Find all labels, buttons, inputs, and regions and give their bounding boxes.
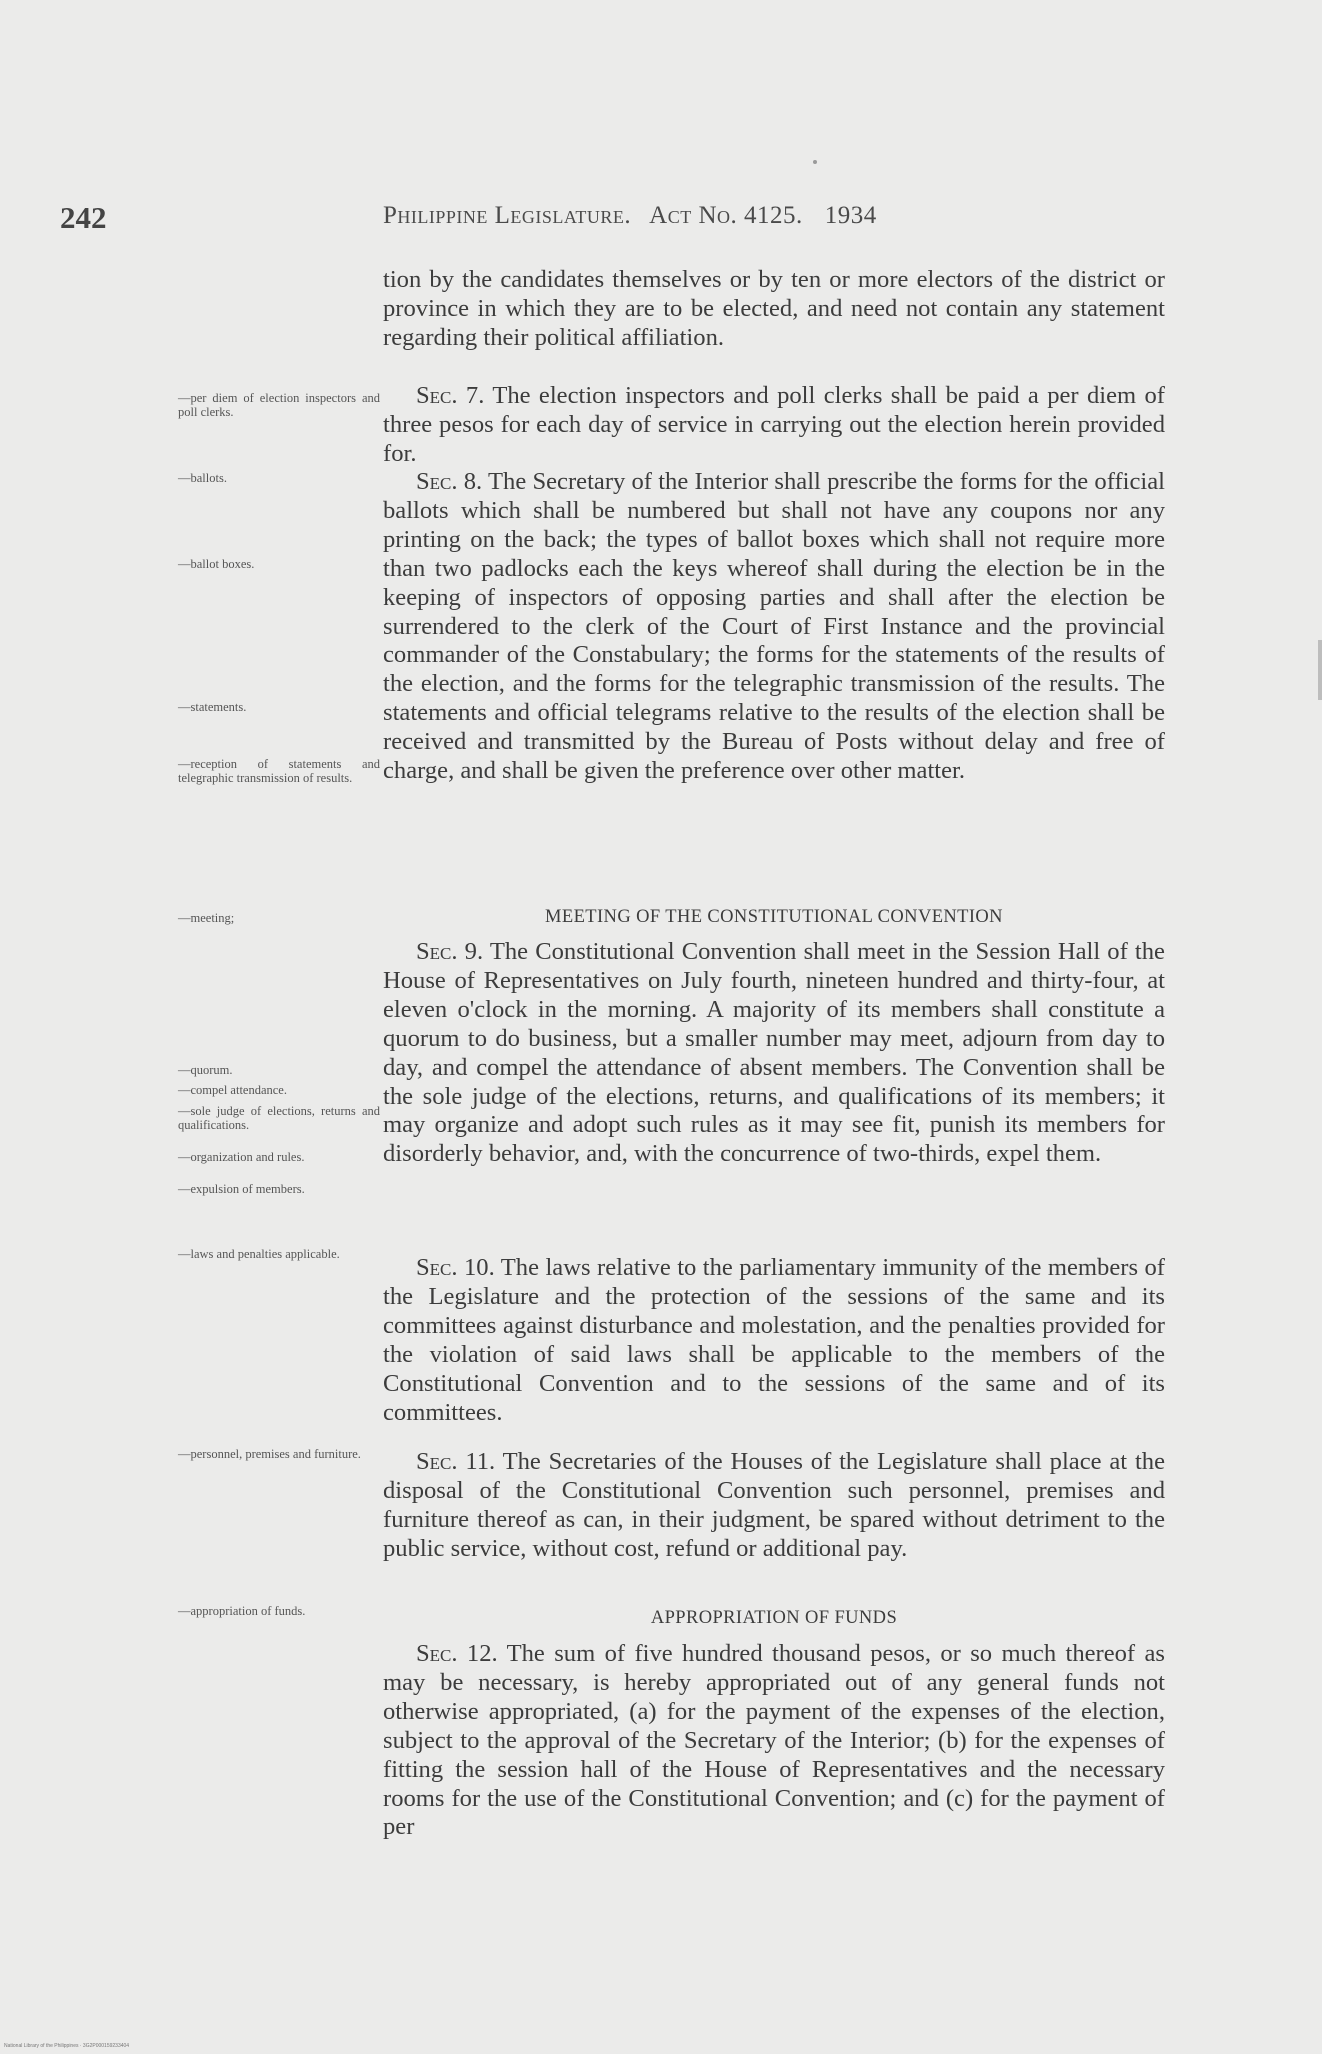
margin-note-per-diem: —per diem of election inspectors and poll clerks. <box>178 391 380 419</box>
footer-credit: National Library of the Philippines · 3G2P000159233404 <box>4 2043 130 2049</box>
section-11 <box>383 1448 1165 1564</box>
margin-note-meeting: —meeting; <box>178 911 235 925</box>
margin-note-expulsion: —expulsion of members. <box>178 1182 305 1196</box>
margin-note-personnel: —personnel, premises and furniture. <box>178 1447 361 1461</box>
margin-note-sole-judge: —sole judge of elections, returns and qualifications. <box>178 1104 380 1132</box>
page-number: 242 <box>60 200 107 235</box>
running-head-title: Philippine Legislature. <box>383 202 632 229</box>
section-8-text: The Secretary of the Interior shall prescribe the forms for the official ballots which shall be numbered but shall not have any coupons nor any printing on the back; the types of ballot boxes which shall not require more than two padlocks each the keys whereof shall during the election be in the keeping of inspectors of opposing parties and shall after the election be surrendered to the clerk of the Court of First Instance and the provincial commander of the Constabulary; the forms for the statements of the results of the election, and the forms for the telegraphic transmission of the results. The statements and official telegrams relative to the results of the election shall be received and transmitted by the Bureau of Posts without delay and free of charge, and shall be given the preference over other matter. <box>383 468 1165 785</box>
section-9-label: Sec. 9. <box>416 938 484 965</box>
page-edge-shadow <box>1318 640 1322 700</box>
heading-meeting: MEETING OF THE CONSTITUTIONAL CONVENTION <box>545 907 1003 927</box>
margin-note-statements: —statements. <box>178 700 247 714</box>
margin-note-quorum: —quorum. <box>178 1063 233 1077</box>
section-10-label: Sec. 10. <box>416 1254 495 1281</box>
section-11-text: The Secretaries of the Houses of the Legislature shall place at the disposal of the Constitutional Convention such personnel, premises and furniture thereof as can, in their judgment, be spared without detriment to the public service, without cost, refund or additional pay. <box>383 1448 1165 1562</box>
margin-note-laws-penalties: —laws and penalties applicable. <box>178 1247 340 1261</box>
page-header <box>0 200 1322 236</box>
margin-note-compel-attendance: —compel attendance. <box>178 1083 287 1097</box>
section-12-label: Sec. 12. <box>416 1640 498 1667</box>
running-head <box>383 202 877 230</box>
heading-appropriation: APPROPRIATION OF FUNDS <box>650 1608 898 1628</box>
print-speck <box>813 160 817 164</box>
margin-note-appropriation: —appropriation of funds. <box>178 1604 306 1618</box>
section-7 <box>383 382 1165 469</box>
margin-note-ballot-boxes: —ballot boxes. <box>178 557 255 571</box>
section-8-label: Sec. 8. <box>416 468 483 495</box>
section-9-text: The Constitutional Convention shall meet in the Session Hall of the House of Representatives on July fourth, nineteen hundred and thirty-four, at eleven o'clock in the morning. A majority of its members shall constitute a quorum to do business, but a smaller number may meet, adjourn from day to day, and compel the attendance of absent members. The Convention shall be the sole judge of the elections, returns, and qualifications of its members; it may organize and adopt such rules as it may see fit, punish its members for disorderly behavior, and, with the concurrence of two-thirds, expel them. <box>383 938 1165 1168</box>
section-7-label: Sec. 7. <box>416 382 485 409</box>
margin-note-ballots: —ballots. <box>178 471 227 485</box>
running-head-year: 1934 <box>824 202 877 229</box>
section-12 <box>383 1640 1165 1842</box>
section-12-text: The sum of five hundred thousand pesos, or so much thereof as may be necessary, is hereby appropriated out of any general funds not otherwise appropriated, (a) for the payment of the expenses of the election, subject to the approval of the Secretary of the Interior; (b) for the expenses of fitting the session hall of the House of Representatives and the necessary rooms for the use of the Constitutional Convention; and (c) for the payment of per <box>383 1640 1165 1841</box>
section-10 <box>383 1254 1165 1427</box>
section-9 <box>383 938 1165 1169</box>
paragraph-continuation: tion by the candidates themselves or by ten or more electors of the district or province in which they are to be elected, and need not contain any statement regarding their political affiliation. <box>383 266 1165 351</box>
section-7-text: The election inspectors and poll clerks shall be paid a per diem of three pesos for each day of service in carrying out the election herein provided for. <box>383 382 1165 467</box>
section-11-label: Sec. 11. <box>416 1448 496 1475</box>
margin-note-reception: —reception of statements and telegraphic transmission of results. <box>178 757 380 785</box>
running-head-act: Act No. 4125. <box>649 202 803 229</box>
section-8 <box>383 468 1165 786</box>
section-10-text: The laws relative to the parliamentary immunity of the members of the Legislature and the protection of the sessions of the same and its committees against disturbance and molestation, and the penalties provided for the violation of said laws shall be applicable to the members of the Constitutional Convention and to the sessions of the same and of its committees. <box>383 1254 1165 1426</box>
margin-note-organization: —organization and rules. <box>178 1150 305 1164</box>
